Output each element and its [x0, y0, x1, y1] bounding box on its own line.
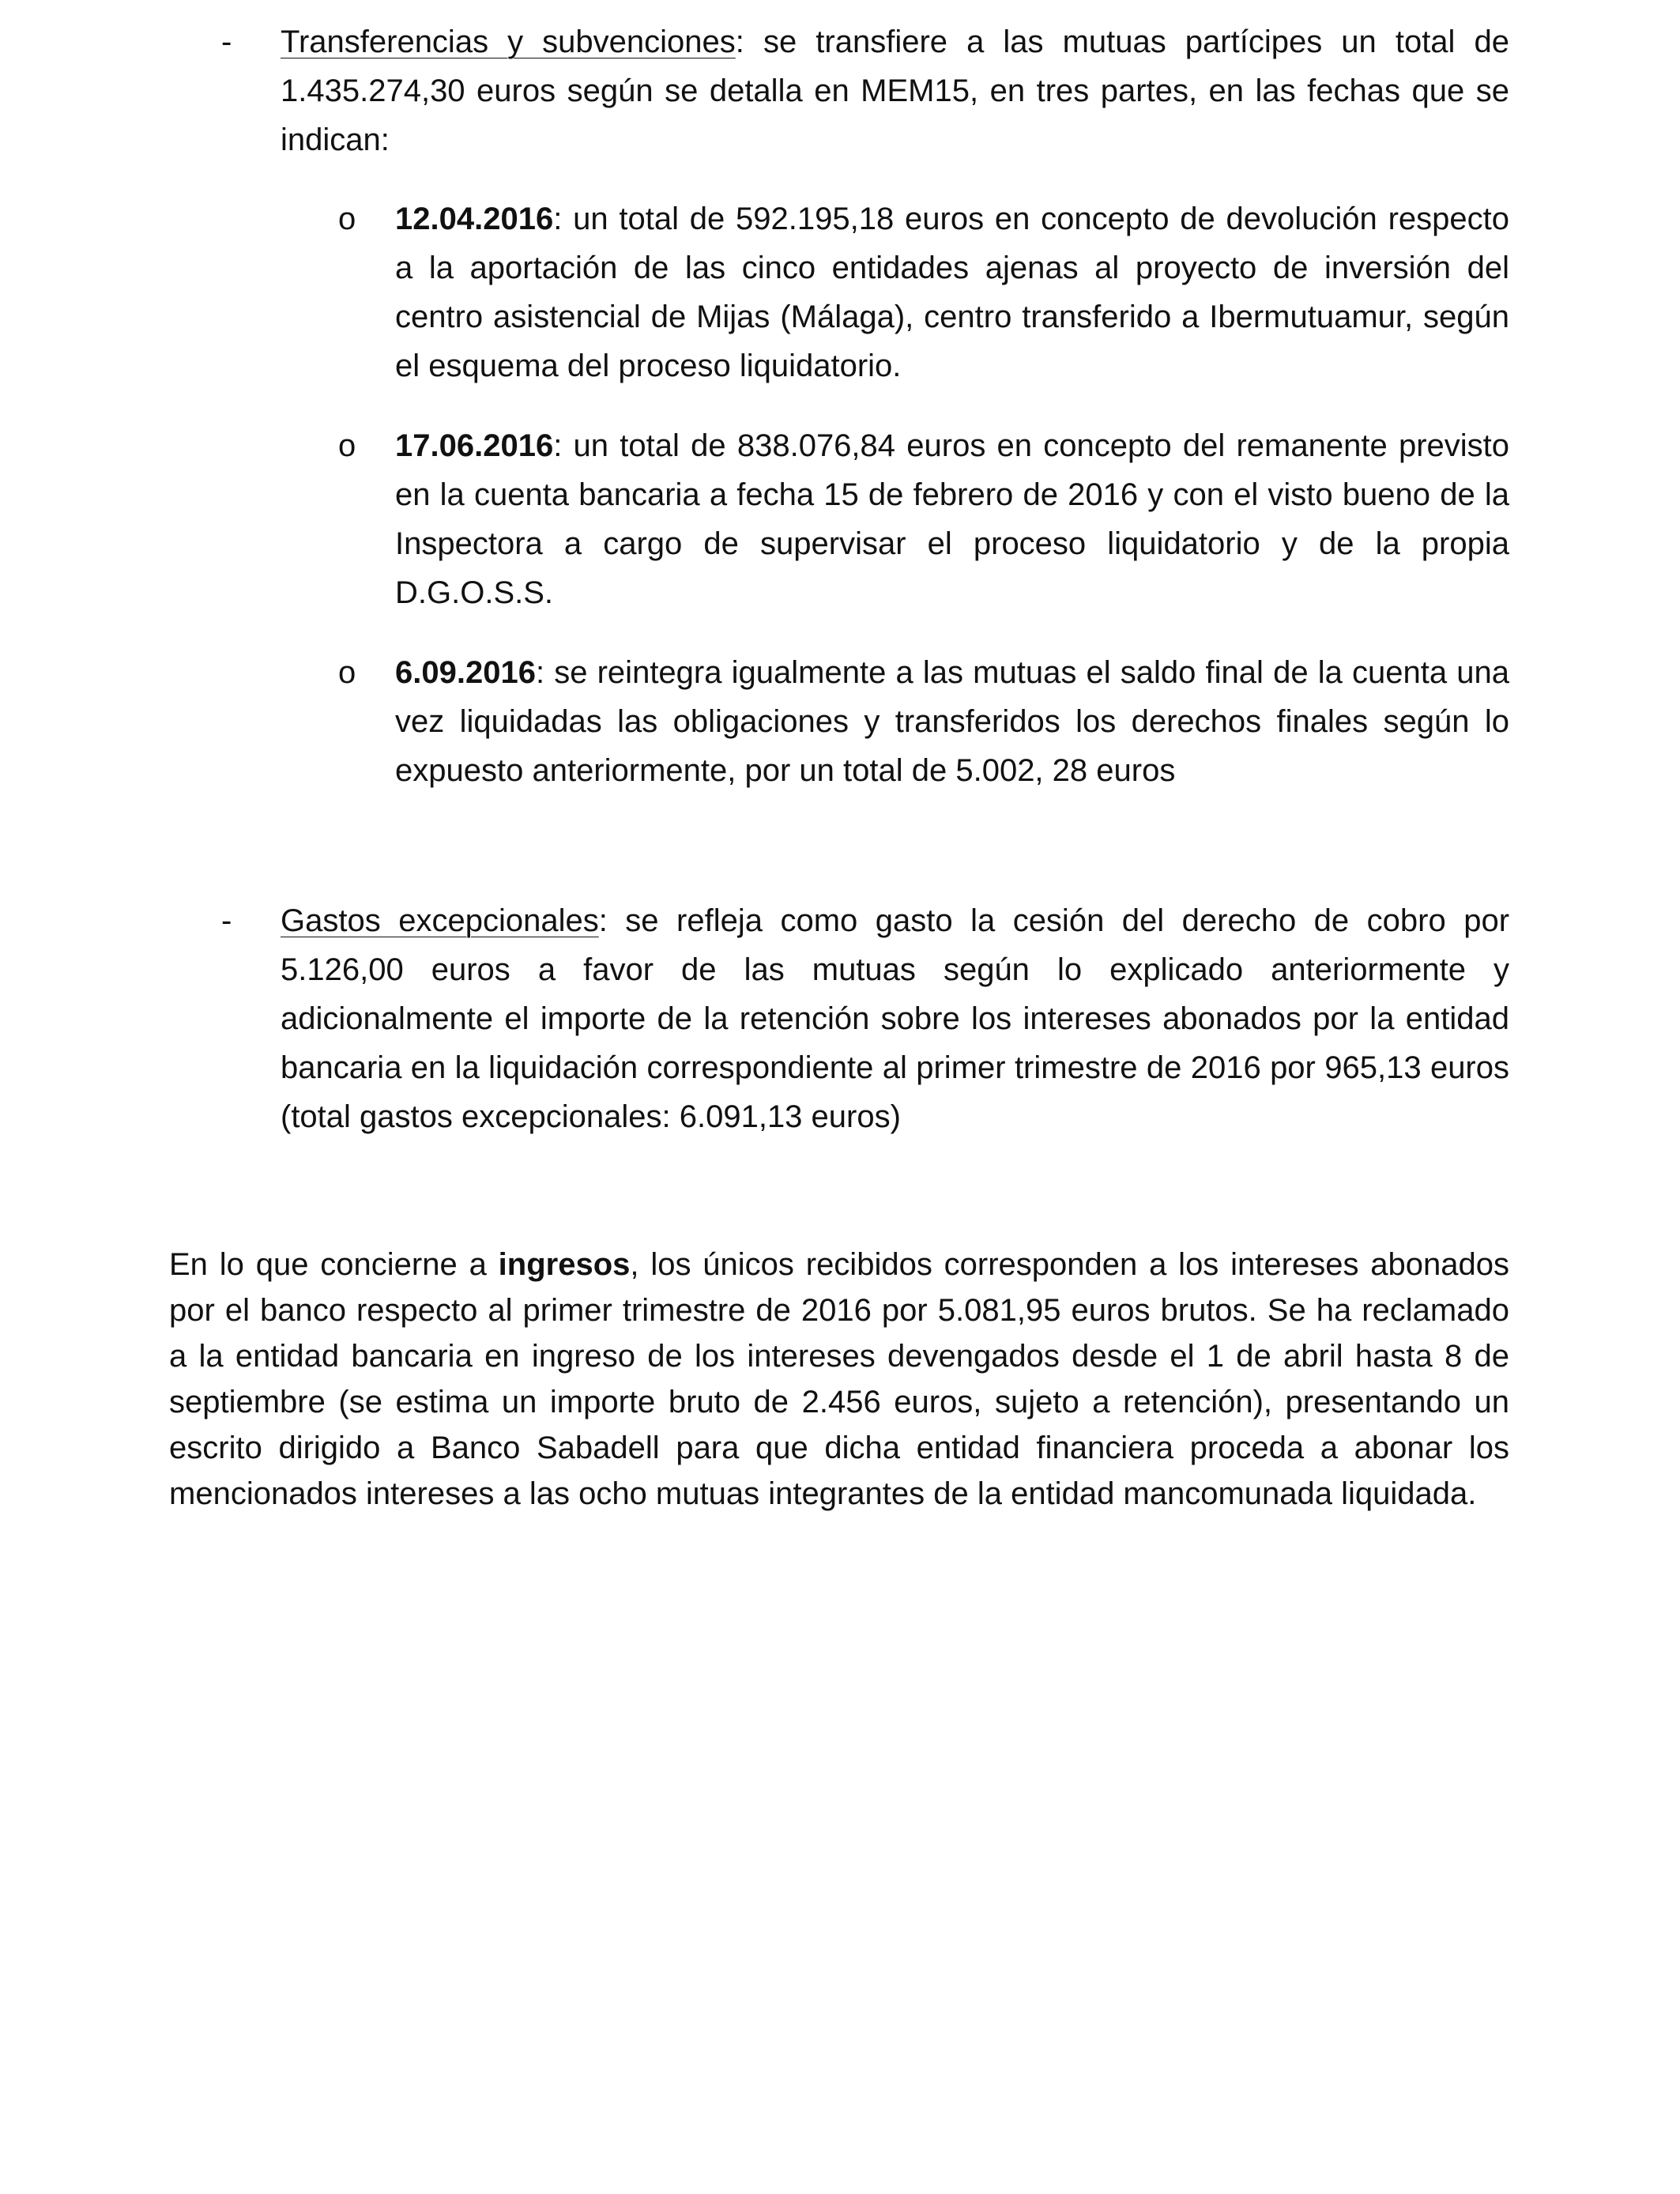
- sub-item-body: : un total de 838.076,84 euros en concepto del remanente previsto en la cuenta bancaria a fecha 15 de febrero de 2016 y con el visto bueno de la Inspectora a cargo de supervisar el proceso liquidatorio y de la propia D.G.O.S.S.: [395, 428, 1509, 610]
- list-bullet-dash: -: [221, 25, 232, 59]
- sub-list-item: [395, 421, 1509, 617]
- list-bullet-dash: -: [221, 903, 232, 938]
- paragraph-body: , los únicos recibidos corresponden a los intereses abonados por el banco respecto al primer trimestre de 2016 por 5.081,95 euros brutos. Se ha reclamado a la entidad bancaria en ingreso de los intereses devengados desde el 1 de abril hasta 8 de septiembre (se estima un importe bruto de 2.456 euros, sujeto a retención), presentando un escrito dirigido a Banco Sabadell para que dicha entidad financiera proceda a abonar los mencionados intereses a las ocho mutuas integrantes de la entidad mancomunada liquidada.: [169, 1247, 1510, 1511]
- item-title: Gastos excepcionales: [281, 903, 599, 938]
- sub-item-text: [395, 648, 1509, 795]
- sub-item-text: [395, 194, 1509, 390]
- item-title: Transferencias y subvenciones: [281, 25, 736, 59]
- income-paragraph: [169, 1242, 1509, 1517]
- list-bullet-circle: o: [338, 655, 356, 690]
- sub-item-date: 17.06.2016: [395, 428, 554, 463]
- sub-item-body: : se reintegra igualmente a las mutuas el saldo final de la cuenta una vez liquidadas las obligaciones y transferidos los derechos finales según lo expuesto anteriormente, por un total de 5.002, 28 euros: [395, 655, 1509, 788]
- sub-list-item: [395, 648, 1509, 795]
- sub-list-item: [395, 194, 1509, 390]
- paragraph-keyword: ingresos: [498, 1247, 631, 1282]
- list-bullet-circle: o: [338, 202, 356, 236]
- sub-item-body: : un total de 592.195,18 euros en concepto de devolución respecto a la aportación de las cinco entidades ajenas al proyecto de inversión del centro asistencial de Mijas (Málaga), centro transferido a Ibermutuamur, según el esquema del proceso liquidatorio.: [395, 202, 1509, 383]
- sub-item-text: [395, 421, 1509, 617]
- list-item-text: [281, 896, 1509, 1141]
- list-item-gastos: [281, 896, 1509, 1141]
- sub-item-date: 12.04.2016: [395, 202, 554, 236]
- list-item-text: [281, 17, 1509, 164]
- paragraph-text: [169, 1242, 1509, 1517]
- sub-item-date: 6.09.2016: [395, 655, 536, 690]
- item-body: : se transfiere a las mutuas partícipes un total de 1.435.274,30 euros según se detalla en MEM15, en tres partes, en las fechas que se indican:: [281, 25, 1509, 157]
- item-body: : se refleja como gasto la cesión del derecho de cobro por 5.126,00 euros a favor de las mutuas según lo explicado anteriormente y adicionalmente el importe de la retención sobre los intereses abonados por la entidad bancaria en la liquidación correspondiente al primer trimestre de 2016 por 965,13 euros (total gastos excepcionales: 6.091,13 euros): [281, 903, 1510, 1134]
- paragraph-intro: En lo que concierne a: [169, 1247, 499, 1282]
- list-item-transferencias: [281, 17, 1509, 164]
- list-bullet-circle: o: [338, 428, 356, 463]
